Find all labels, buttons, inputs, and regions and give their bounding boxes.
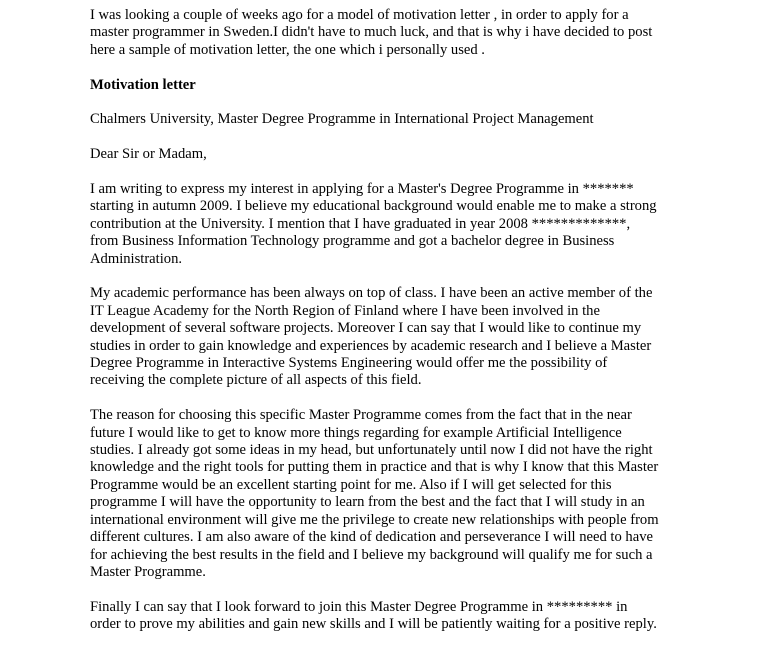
intro-paragraph: I was looking a couple of weeks ago for a model of motivation letter , in order to apply for a master programmer in Sweden.I didn't have to much luck, and that is why i have decided to post here a sample of motivation letter, the one which i personally used . — [90, 7, 653, 58]
body-paragraph-2: My academic performance has been always on top of class. I have been an active member of the IT League Academy for the North Region of Finland where I have been involved in the development of several software projects. Moreover I can say that I would like to continue my studies in order to gain knowledge and experiences by academic research and I believe a Master Degree Programme in Interactive Systems Engineering would offer me the possibility of receiving the complete picture of all aspects of this field. — [90, 285, 653, 389]
letter-heading: Motivation letter — [90, 76, 196, 93]
body-paragraph-1: I am writing to express my interest in applying for a Master's Degree Programme in ******* starting in autumn 2009. I believe my educational background would enable me to make a strong contribution at the University. I mention that I have graduated in year 2008 *************, from Business Information Technology programme and got a bachelor degree in Business Administration. — [90, 181, 657, 267]
body-paragraph-4: Finally I can say that I look forward to join this Master Degree Programme in ********* in order to prove my abilities and gain new skills and I will be patiently waiting for a positive reply. — [90, 598, 657, 633]
document-page — [90, 7, 690, 651]
university-line: Chalmers University, Master Degree Programme in International Project Management — [90, 111, 594, 128]
salutation: Dear Sir or Madam, — [90, 146, 207, 163]
body-paragraph-3: The reason for choosing this specific Master Programme comes from the fact that in the near future I would like to get to know more things regarding for example Artificial Intelligence studies. I already got some ideas in my head, but unfortunately until now I did not have the right knowledge and the right tools for putting them in practice and that is why I know that this Master Programme would be an excellent starting point for me. Also if I will get selected for this programme I will have the opportunity to learn from the best and the fact that I will study in an international environment will give me the privilege to create new relationships with people from different cultures. I am also aware of the kind of dedication and perseverance I will need to have for achieving the best results in the field and I believe my background will qualify me for such a Master Programme. — [90, 407, 659, 580]
